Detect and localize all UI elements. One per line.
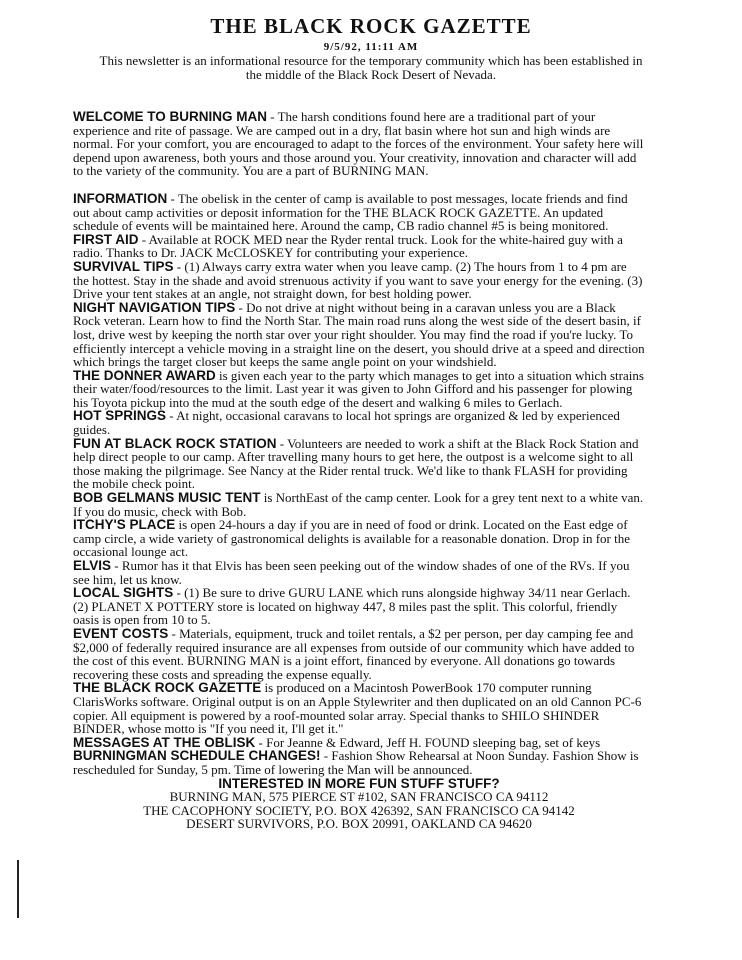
section-text: - Volunteers are needed to work a shift at the Black Rock Station and help direct people to our camp. After travelling many hours to get here, the outpost is a welcome sight to all those making the pilgrimage. See Nancy at the Rider rental truck. We'd like to thank FLASH for providing the mobile check point.	[73, 435, 639, 492]
section-heading: BOB GELMANS MUSIC TENT	[73, 490, 261, 506]
section-information	[73, 192, 645, 233]
section-local-sights	[73, 586, 645, 627]
section-text: - The harsh conditions found here are a traditional part of your experience and rite of passage. We are camped out in a dry, flat basin where hot sun and high winds are normal. For your comfort, you are encouraged to adapt to the forces of the environment. Your safety here will depend upon awareness, both yours and those around you. Your creativity, innovation and character will add to the variety of the community. You are a part of BURNING MAN.	[73, 109, 644, 179]
section-text: - Available at ROCK MED near the Ryder rental truck. Look for the white-haired guy with a radio. Thanks to Dr. JACK McCLOSKEY for contributing your experience.	[73, 231, 623, 261]
section-donner-award	[73, 369, 645, 410]
section-text: is produced on a Macintosh PowerBook 170 computer running ClarisWorks software. Original output is on an Apple Stylewriter and then duplicated on an old Cannon PC-6 copier. All equipment is powered by a roof-mounted solar array. Special thanks to SHILO SHINDER BINDER, whose motto is "If you need it, I'll get it."	[73, 680, 642, 737]
section-heading: SURVIVAL TIPS	[73, 258, 174, 274]
section-welcome	[73, 110, 645, 178]
section-heading: ITCHY'S PLACE	[73, 517, 176, 533]
section-text: - (1) Always carry extra water when you leave camp. (2) The hours from 1 to 4 pm are the hottest. Stay in the shade and avoid strenuous activity if you want to save your energy for the evening. (3) Drive your tent stakes at an angle, not straight down, for best holding power.	[73, 258, 643, 302]
section-heading: NIGHT NAVIGATION TIPS	[73, 299, 236, 315]
section-text: - The obelisk in the center of camp is available to post messages, locate friends and find out about camp activities or deposit information for the THE BLACK ROCK GAZETTE. An updated schedule of events will be maintained here. Around the camp, CB radio channel #5 is being monitored.	[73, 190, 628, 234]
section-elvis	[73, 559, 645, 586]
dateline: 9/5/92, 11:11 AM	[323, 41, 419, 53]
footer-line: BURNING MAN, 575 PIERCE ST #102, SAN FRANCISCO CA 94112	[169, 789, 549, 805]
section-heading: EVENT COSTS	[73, 625, 169, 641]
section-first-aid	[73, 233, 645, 260]
section-heading: MESSAGES AT THE OBLISK	[73, 734, 256, 750]
footer-line: THE CACOPHONY SOCIETY, P.O. BOX 426392, SAN FRANCISCO CA 94142	[143, 802, 575, 818]
section-music-tent	[73, 491, 645, 518]
section-survival-tips	[73, 260, 645, 301]
footer-heading: INTERESTED IN MORE FUN STUFF STUFF?	[218, 775, 500, 791]
margin-pen-mark	[17, 860, 19, 918]
section-text: - (1) Be sure to drive GURU LANE which runs alongside highway 34/11 near Gerlach. (2) PLANET X POTTERY store is located on highway 447, 8 miles past the split. This colorful, friendly oasis is open from 10 to 5.	[73, 585, 631, 628]
section-heading: THE DONNER AWARD	[73, 367, 216, 383]
section-text: - Materials, equipment, truck and toilet rentals, a $2 per person, per day camping fee and $2,000 of federally required insurance are all expenses from outside of our community which have added to the cost of this event. BURNING MAN is a joint effort, financed by everyone. All donations go towards recovering these costs and spreading the expense equally.	[73, 625, 635, 682]
newsletter-title: THE BLACK ROCK GAZETTE	[210, 14, 532, 38]
section-gazette-production	[73, 681, 645, 735]
section-itchys-place	[73, 518, 645, 559]
section-hot-springs	[73, 409, 645, 436]
section-text: - At night, occasional caravans to local hot springs are organized & led by experienced guides.	[73, 408, 620, 438]
section-heading: INFORMATION	[73, 190, 168, 206]
newsletter-body	[73, 96, 645, 831]
section-heading: BURNINGMAN SCHEDULE CHANGES!	[73, 748, 321, 764]
intro-text: This newsletter is an informational resource for the temporary community which has been established in the middle of the Black Rock Desert of Nevada.	[99, 53, 643, 82]
section-text: - Rumor has it that Elvis has been seen peeking out of the window shades of one of the RVs. If you see him, let us know.	[73, 558, 630, 587]
section-text: is given each year to the party which manages to get into a situation which strains their water/food/resources to the limit. Last year it was given to John Gifford and his passenger for plowing his Toyota pickup into the mud at the south edge of the desert and walking 6 miles to Gerlach.	[73, 367, 644, 410]
footer-line: DESERT SURVIVORS, P.O. BOX 20991, OAKLAND CA 94620	[186, 816, 532, 832]
section-heading: HOT SPRINGS	[73, 408, 167, 424]
section-text: is open 24-hours a day if you are in need of food or drink. Located on the East edge of camp circle, a wide variety of gastronomical delights is available for a reasonable donation. Drop in for the occasional lounge act.	[73, 517, 630, 560]
section-heading: ELVIS	[73, 558, 112, 573]
section-text: is NorthEast of the camp center. Look for a grey tent next to a white van. If you do music, check with Bob.	[73, 490, 644, 519]
section-messages	[73, 736, 645, 750]
section-schedule-changes	[73, 749, 645, 776]
section-heading: FIRST AID	[73, 231, 139, 247]
section-heading: THE BLACK ROCK GAZETTE	[73, 680, 262, 696]
section-heading: WELCOME TO BURNING MAN	[73, 109, 267, 124]
section-text: - Fashion Show Rehearsal at Noon Sunday. Fashion Show is rescheduled for Sunday, 5 pm. Time of lowering the Man will be announced.	[73, 748, 639, 777]
section-heading: FUN AT BLACK ROCK STATION	[73, 435, 277, 451]
section-black-rock-station	[73, 437, 645, 491]
section-text: - Do not drive at night without being in a caravan unless you are a Black Rock veteran. Learn how to find the North Star. The main road runs along the west side of the desert basin, if lost, drive west by keeping the north star over your right shoulder. You may find the road if you're lucky. To efficiently intercept a vehicle moving in a straight line on the desert, you should drive at a speed and direction which brings the target closer but keeps the same angle point on your windshield.	[73, 299, 645, 370]
contact-footer	[73, 777, 645, 831]
section-heading: LOCAL SIGHTS	[73, 585, 174, 601]
section-night-navigation	[73, 301, 645, 369]
section-text: - For Jeanne & Edward, Jeff H. FOUND sleeping bag, set of keys	[255, 734, 601, 750]
section-event-costs	[73, 627, 645, 681]
